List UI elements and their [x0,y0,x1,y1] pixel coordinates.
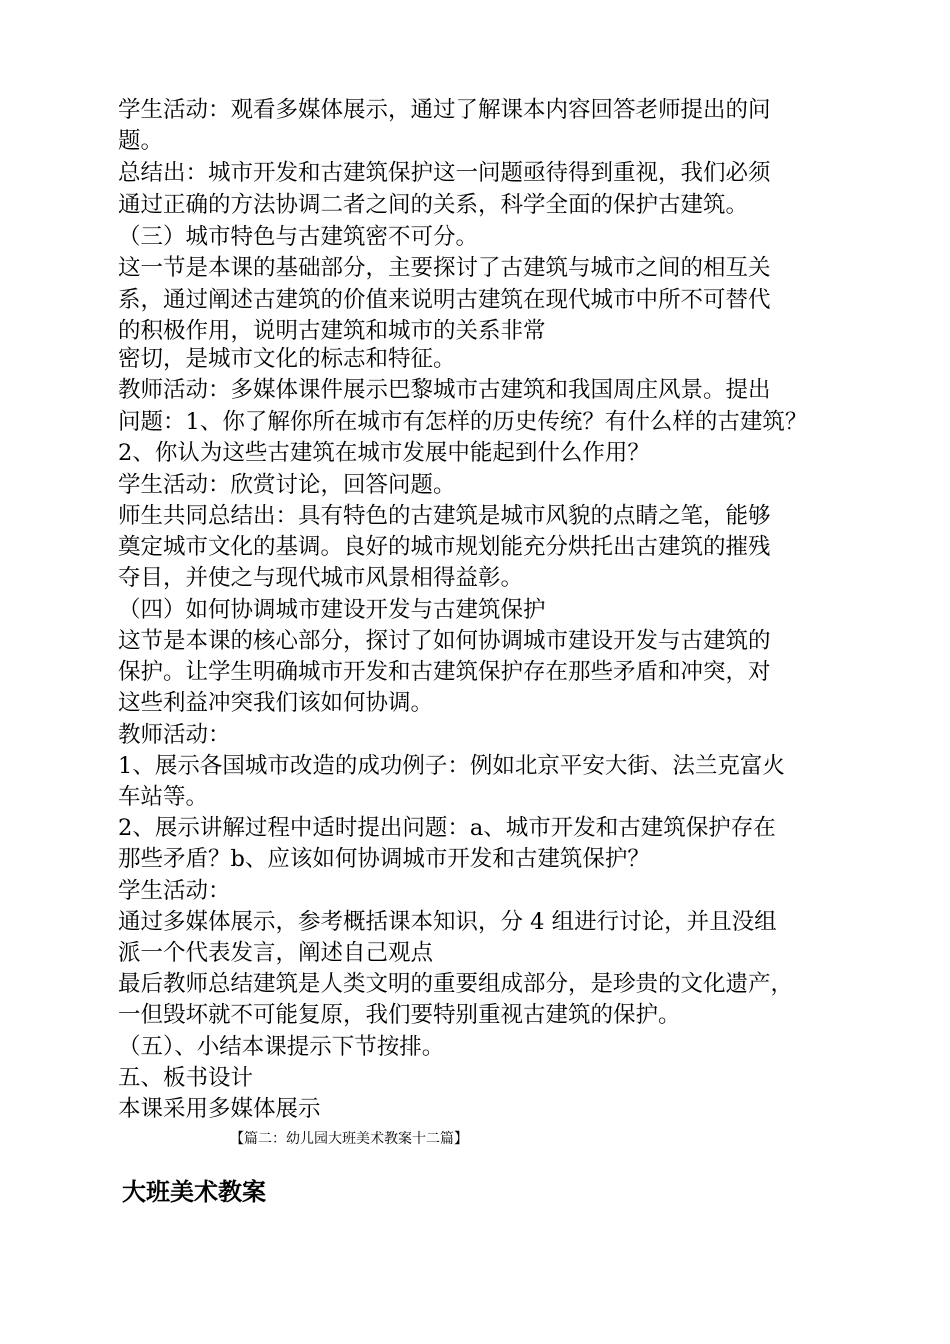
text-line: 那些矛盾？b、应该如何协调城市开发和古建筑保护？ [118,846,650,872]
article-caption: 【篇二：幼儿园大班美术教案十二篇】 [230,1131,468,1147]
text-line: 问题：1、你了解你所在城市有怎样的历史传统？有什么样的古建筑？ [118,409,808,435]
text-line: 总结出：城市开发和古建筑保护这一问题亟待得到重视，我们必须 [118,160,771,186]
page-heading: 大班美术教案 [122,1177,266,1206]
text-line: 2、你认为这些古建筑在城市发展中能起到什么作用？ [118,440,650,466]
text-line: 这节是本课的核心部分，探讨了如何协调城市建设开发与古建筑的 [118,628,771,654]
text-line: 通过多媒体展示，参考概括课本知识，分 4 组进行讨论，并且没组 [118,909,777,935]
text-line: 的积极作用，说明古建筑和城市的关系非常 [118,318,546,344]
text-line: 本课采用多媒体展示 [118,1096,321,1122]
text-line: 通过正确的方法协调二者之间的关系，科学全面的保护古建筑。 [118,192,749,218]
text-line: 教师活动：多媒体课件展示巴黎城市古建筑和我国周庄风景。提出 [118,377,771,403]
text-line: 师生共同总结出：具有特色的古建筑是城市风貌的点睛之笔，能够 [118,503,771,529]
text-line: 最后教师总结建筑是人类文明的重要组成部分，是珍贵的文化遗产， [118,971,794,997]
text-line: 派一个代表发言，阐述自己观点 [118,940,434,966]
text-line: 这些利益冲突我们该如何协调。 [118,690,434,716]
section-heading: （三）城市特色与古建筑密不可分。 [118,224,479,250]
text-line: 学生活动： [118,878,231,904]
text-line: 密切，是城市文化的标志和特征。 [118,346,456,372]
text-line: 这一节是本课的基础部分，主要探讨了古建筑与城市之间的相互关 [118,255,771,281]
text-line: 学生活动：欣赏讨论，回答问题。 [118,472,456,498]
text-line: 系，通过阐述古建筑的价值来说明古建筑在现代城市中所不可替代 [118,287,771,313]
section-heading: （四）如何协调城市建设开发与古建筑保护 [118,597,546,623]
text-line: 2、展示讲解过程中适时提出问题：a、城市开发和古建筑保护存在 [118,815,776,841]
text-line: 教师活动： [118,722,231,748]
text-line: 保护。让学生明确城市开发和古建筑保护存在那些矛盾和冲突，对 [118,659,771,685]
text-line: 奠定城市文化的基调。良好的城市规划能充分烘托出古建筑的摧残 [118,534,771,560]
section-heading: （五）、小结本课提示下节按排。 [118,1034,445,1060]
text-line: 题。 [118,128,164,154]
text-line: 夺目，并使之与现代城市风景相得益彰。 [118,565,524,591]
section-heading: 五、板书设计 [118,1065,254,1091]
text-line: 学生活动：观看多媒体展示，通过了解课本内容回答老师提出的问 [118,97,771,123]
text-line: 一但毁坏就不可能复原，我们要特别重视古建筑的保护。 [118,1002,681,1028]
text-line: 1、展示各国城市改造的成功例子：例如北京平安大街、法兰克富火 [118,753,785,779]
text-line: 车站等。 [118,784,209,810]
